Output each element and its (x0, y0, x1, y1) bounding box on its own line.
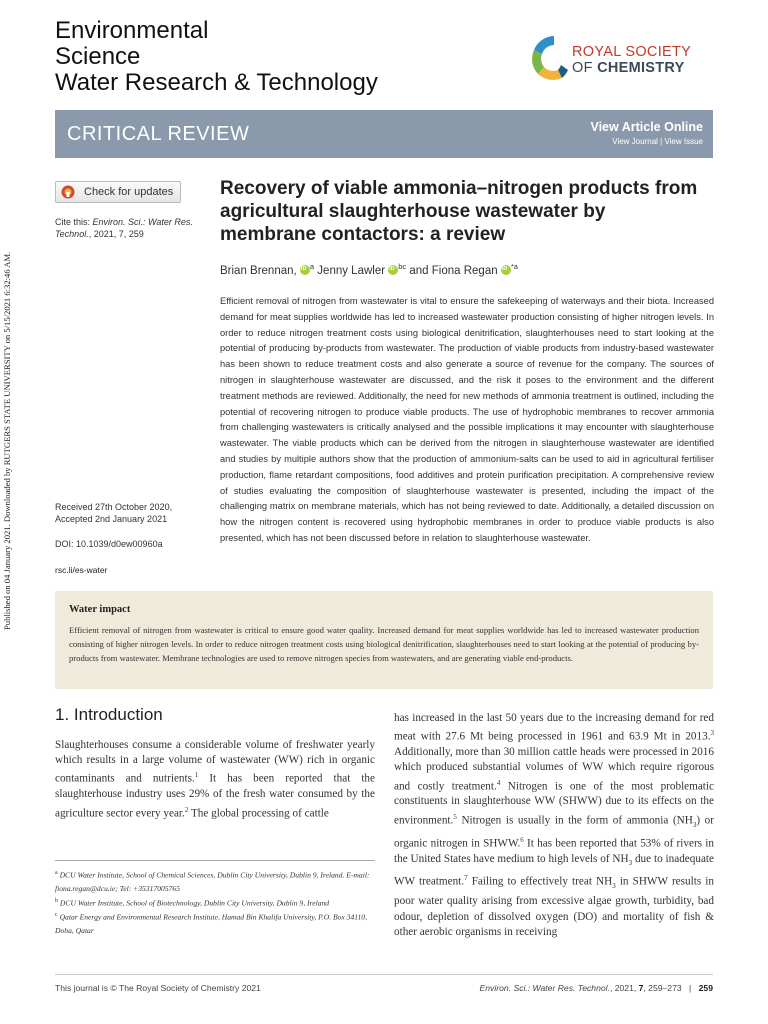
footer-citation: Environ. Sci.: Water Res. Technol., 2021, 7, 259–273 | 259 (479, 983, 713, 993)
citation-journal: Environ. Sci.: Water Res. Technol. (55, 217, 193, 239)
check-updates-icon (61, 185, 75, 199)
journal-title-line2: Science (55, 43, 141, 70)
received-date: Received 27th October 2020, (55, 502, 173, 512)
footer-copyright: This journal is © The Royal Society of Chemistry 2021 (55, 983, 261, 993)
journal-title[interactable] (55, 18, 378, 96)
footnote-item: $^b$ DCU Water Institute, School of Biotechnology, Dublin City University, Dublin 9, Ireland (55, 897, 330, 908)
rsc-logo[interactable] (528, 32, 718, 87)
section-heading-introduction: 1. Introduction (55, 705, 163, 724)
affiliation-footnotes (55, 867, 375, 937)
page-number: 259 (698, 983, 713, 993)
article-type-banner (55, 110, 713, 158)
view-issue-link[interactable]: View Issue (664, 137, 703, 146)
rsc-logo-line2: OF CHEMISTRY (572, 60, 685, 76)
rsc-logo-icon (528, 32, 570, 84)
view-links: View Journal | View Issue (612, 137, 703, 146)
journal-title-line3: Water Research & Technology (55, 69, 378, 96)
rsc-short-link[interactable]: rsc.li/es-water (55, 565, 108, 575)
author-name: Brian Brennan, (220, 264, 297, 277)
reference-link[interactable]: 4 (496, 778, 501, 787)
water-impact-heading: Water impact (69, 604, 131, 615)
author-name: and Fiona Regan (409, 264, 498, 277)
check-for-updates-button[interactable] (55, 181, 181, 203)
footnote-item: $^c$ Qatar Energy and Environmental Research Institute, Hamad Bin Khalifa University, P.O. Box 34110, Doha, Qatar (55, 912, 368, 935)
author-list: Brian Brennan, iD $^a$ Jenny Lawler iD $^{bc}$ and Fiona Regan iD $^{*a}$ (220, 262, 518, 277)
reference-link[interactable]: 1 (194, 771, 199, 780)
footnote-item: $^a$ DCU Water Institute, School of Chemical Sciences, Dublin City University, Dublin 9, Ireland. E-mail: fiona.regan@dcu.ie; Tel: +35317005765 (55, 870, 370, 893)
reference-link[interactable]: 2 (184, 805, 189, 814)
footnote-divider (55, 860, 375, 861)
body-column-left: Slaughterhouses consume a considerable volume of freshwater yearly which results in a large volume of wastewater (WW) rich in organic contaminants and nutrients.$^1$ It has been reported that the slaughterhouse industry uses 29% of the fresh water consumed by the agriculture sector every year.$^2$ The global processing of cattle (55, 739, 375, 820)
citation: Cite this: Environ. Sci.: Water Res. Technol., 2021, 7, 259 (55, 217, 193, 239)
reference-link[interactable]: 5 (453, 812, 457, 821)
received-dates (55, 501, 172, 525)
accepted-date: Accepted 2nd January 2021 (55, 514, 168, 524)
reference-link[interactable]: 3 (710, 729, 714, 738)
orcid-icon[interactable] (300, 265, 310, 275)
water-impact-text: Efficient removal of nitrogen from wastewater is critical to ensure good water quality. Increased demand for meat supplies worldwide has led to increased wastewater production consisting of higher nitrogen levels. In order to reduce nitrogen treatment costs using biological denitrification, slaughterhouses need to start looking at the potential of producing by-products from wastewater. Membrane technologies are used to remove nitrogen species from wastewaters, and are generating viable end-products. (69, 625, 699, 663)
rsc-logo-line1: ROYAL SOCIETY (572, 44, 692, 60)
orcid-icon[interactable] (388, 265, 398, 275)
reference-link[interactable]: 6 (520, 835, 524, 844)
body-column-right: has increased in the last 50 years due to the increasing demand for red meat with 27.6 Mt being processed in 1961 and 63.9 Mt in 2013.$^3$ Additionally, more than 30 million cattle heads were processed in 2016 which produced substantial volumes of WW which require rigorous and costly treatment.$^4$ Nitrogen is one of the most problematic constituents in slaughterhouse WW (SHWW) due to its effects on the environment.$^5$ Nitrogen is usually in the form of ammonia $(NH_3)$ or organic nitrogen in SHWW.$^6$ It has been reported that 53% of rivers in the United States have medium to high levels of $NH_3$ due to inadequate WW treatment.$^7$ Failing to effectively treat $NH_3$ in SHWW results in poor water quality arising from excessive algae growth, turbidity, bad odour, depletion of dissolved oxygen (DO) and mortality of fish & other aerobic organisms in receiving (394, 712, 715, 938)
check-for-updates-label: Check for updates (84, 186, 174, 198)
orcid-icon[interactable] (501, 265, 511, 275)
footer-divider (55, 974, 713, 975)
abstract: Efficient removal of nitrogen from wastewater is vital to ensure the safekeeping of waterways and their biota. Increased demand for meat supplies worldwide has led to increased wastewater production consisting of higher nitrogen levels. In order to reduce nitrogen treatment costs using biological denitrification, slaughterhouses need to start looking at the potential of producing by-products from wastewater. The production of viable products from industry-based wastewater has been shown to reduce treatment costs and also generate a source of revenue for the company. The sources of nitrogen in slaughterhouse wastewater are discussed, and the risk it poses to the environment and the different treatment methods are reviewed. Additionally, the need for new methods of ammonia treatment is outlined, including the potential of recovering nitrogen to produce viable products. The use of hydrophobic membranes to recover ammonia from challenging wastewaters is critically analysed and the possible implications it may encounter with slaughterhouse wastewater. The viable products which can be derived from the nitrogen in slaughterhouse wastewater are identified and studies by multiple authors show that the production of ammonium-salts can be used to aid in agricultural fertiliser production, flame retardant compositions, food additives and protein purification precipitation. A comprehensive review of studies evaluating the composition of slaughterhouse wastewater is presented, including the impact of the challenging matrix on membrane materials, which has not being reviewed to date. Additionally, a detailed discussion on how the nitrogen content is recovered using hydrophobic membranes in order to produce viable products is also presented, which has not been discussed before in relation to slaughterhouse wastewater. (220, 296, 714, 543)
author-name: Jenny Lawler (317, 264, 386, 277)
article-type: CRITICAL REVIEW (67, 123, 250, 145)
doi[interactable]: DOI: 10.1039/d0ew00960a (55, 539, 163, 549)
download-watermark (2, 160, 16, 630)
reference-link[interactable]: 7 (464, 874, 468, 883)
download-watermark-text: Published on 04 January 2021. Downloaded by RUTGERS STATE UNIVERSITY on 5/15/2021 6:32:46 AM. (2, 251, 12, 630)
article-title: Recovery of viable ammonia–nitrogen products from agricultural slaughterhouse wastewater by membrane contactors: a review (220, 178, 698, 245)
water-impact-box (55, 591, 713, 689)
journal-title-line1: Environmental (55, 17, 209, 44)
view-journal-link[interactable]: View Journal (612, 137, 658, 146)
view-article-online-link[interactable]: View Article Online (590, 120, 703, 134)
